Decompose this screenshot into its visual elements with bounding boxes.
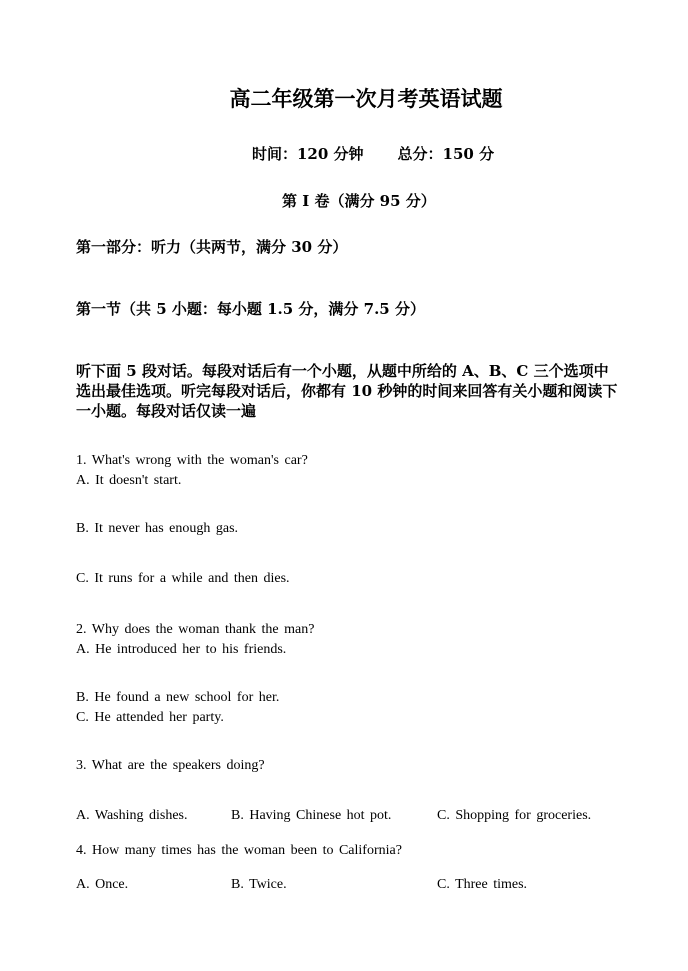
question-option: C. Three times. <box>437 877 528 892</box>
exam-title: 高二年级第一次月考英语试题 <box>229 86 503 111</box>
question-stem: 1. What's wrong with the woman's car? <box>76 453 308 468</box>
question-option: C. He attended her party. <box>76 710 224 725</box>
question-option: B. He found a new school for her. <box>76 690 280 705</box>
part-heading: 第一部分：听力（共两节，满分 30 分） <box>76 238 348 256</box>
question-stem: 4. How many times has the woman been to California? <box>76 843 402 858</box>
exam-total-score: 总分：150 分 <box>397 145 495 163</box>
question-option: A. It doesn't start. <box>76 473 182 488</box>
subsection-heading: 第一节（共 5 小题：每小题 1.5 分，满分 7.5 分） <box>76 300 425 318</box>
question-option: C. Shopping for groceries. <box>437 808 592 823</box>
question-option: A. Washing dishes. <box>76 808 188 823</box>
question-stem: 2. Why does the woman thank the man? <box>76 622 315 637</box>
question-option: C. It runs for a while and then dies. <box>76 571 290 586</box>
question-stem: 3. What are the speakers doing? <box>76 758 265 773</box>
listening-instructions: 听下面 5 段对话。每段对话后有一个小题，从题中所给的 A、B、C 三个选项中选出最佳选项。听完每段对话后，你都有 10 秒钟的时间来回答有关小题和阅读下一小题。每段对话仅读一遍 <box>76 362 618 420</box>
exam-meta <box>252 143 494 164</box>
exam-time: 时间：120 分钟 <box>252 145 364 163</box>
question-option: B. Having Chinese hot pot. <box>231 808 392 823</box>
question-option: B. It never has enough gas. <box>76 521 239 536</box>
volume-heading: 第 I 卷（满分 95 分） <box>282 192 436 210</box>
question-option: A. He introduced her to his friends. <box>76 642 287 657</box>
question-option: B. Twice. <box>231 877 287 892</box>
question-option: A. Once. <box>76 877 129 892</box>
